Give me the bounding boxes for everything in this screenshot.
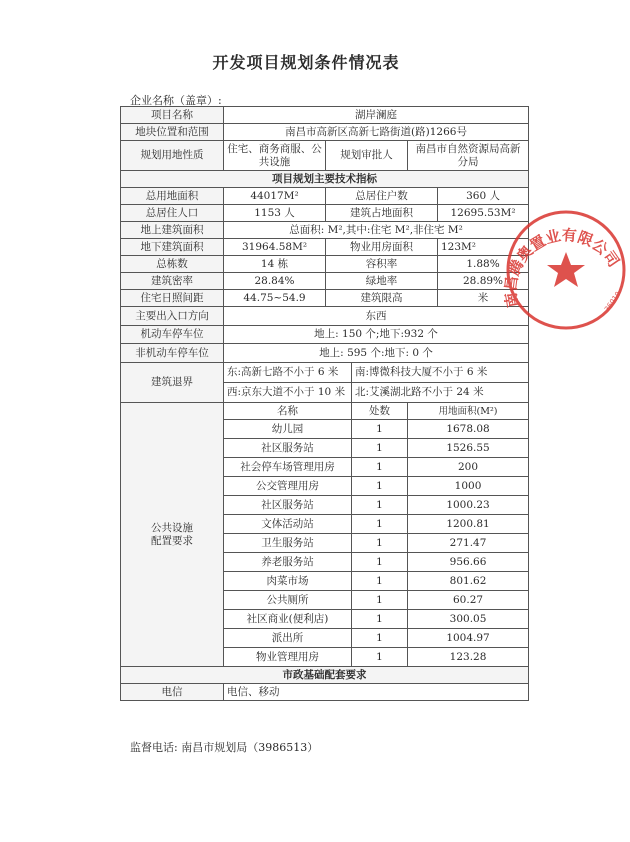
footprint-value: 12695.53M² bbox=[438, 205, 529, 222]
company-name-label: 企业名称（盖章）: bbox=[130, 94, 222, 107]
land-use-value: 住宅、商务商服、公共设施 bbox=[224, 141, 326, 171]
supervision-phone: 监督电话: 南昌市规划局（3986513） bbox=[130, 741, 319, 754]
tech-indicators-header: 项目规划主要技术指标 bbox=[121, 171, 529, 188]
facility-land-area: 300.05 bbox=[408, 610, 529, 629]
setback-south: 南:博微科技大厦不小于 6 米 bbox=[352, 363, 529, 383]
facility-land-area: 1678.08 bbox=[408, 420, 529, 439]
location-value: 南昌市高新区高新七路街道(路)1266号 bbox=[224, 124, 529, 141]
approver-label: 规划审批人 bbox=[326, 141, 408, 171]
facility-count: 1 bbox=[352, 534, 408, 553]
facility-land-area: 1004.97 bbox=[408, 629, 529, 648]
above-ground-label: 地上建筑面积 bbox=[121, 222, 224, 239]
facility-count: 1 bbox=[352, 553, 408, 572]
project-name-label: 项目名称 bbox=[121, 107, 224, 124]
population-label: 总居住人口 bbox=[121, 205, 224, 222]
project-name-value: 湖岸澜庭 bbox=[224, 107, 529, 124]
total-land-label: 总用地面积 bbox=[121, 188, 224, 205]
facility-count: 1 bbox=[352, 439, 408, 458]
row-location bbox=[121, 124, 529, 141]
height-limit-value: 米 bbox=[438, 290, 529, 307]
row-tech-header bbox=[121, 171, 529, 188]
row-facilities-header bbox=[121, 403, 529, 420]
row-density-green bbox=[121, 273, 529, 290]
document-title: 开发项目规划条件情况表 bbox=[212, 53, 400, 72]
row-below-property bbox=[121, 239, 529, 256]
row-entrance bbox=[121, 307, 529, 326]
sunlight-label: 住宅日照间距 bbox=[121, 290, 224, 307]
nonmotor-parking-label: 非机动车停车位 bbox=[121, 344, 224, 363]
facility-name: 派出所 bbox=[224, 629, 352, 648]
row-nonmotor-parking bbox=[121, 344, 529, 363]
density-label: 建筑密率 bbox=[121, 273, 224, 290]
municipal-header: 市政基础配套要求 bbox=[121, 667, 529, 684]
approver-value: 南昌市自然资源局高新分局 bbox=[408, 141, 529, 171]
setback-label: 建筑退界 bbox=[121, 363, 224, 403]
facility-count: 1 bbox=[352, 496, 408, 515]
facilities-col-land-area: 用地面积(M²) bbox=[408, 403, 529, 420]
nonmotor-parking-value: 地上: 595 个:地下: 0 个 bbox=[224, 344, 529, 363]
facility-land-area: 801.62 bbox=[408, 572, 529, 591]
facility-count: 1 bbox=[352, 591, 408, 610]
facility-name: 养老服务站 bbox=[224, 553, 352, 572]
households-label: 总居住户数 bbox=[326, 188, 438, 205]
facility-name: 卫生服务站 bbox=[224, 534, 352, 553]
row-population-footprint bbox=[121, 205, 529, 222]
facility-land-area: 1526.55 bbox=[408, 439, 529, 458]
facility-land-area: 956.66 bbox=[408, 553, 529, 572]
row-motor-parking bbox=[121, 326, 529, 344]
households-value: 360 人 bbox=[438, 188, 529, 205]
row-land-households bbox=[121, 188, 529, 205]
facility-name: 社会停车场管理用房 bbox=[224, 458, 352, 477]
facility-name: 社区服务站 bbox=[224, 496, 352, 515]
facility-name: 公共厕所 bbox=[224, 591, 352, 610]
facility-land-area: 200 bbox=[408, 458, 529, 477]
height-limit-label: 建筑限高 bbox=[326, 290, 438, 307]
seal-star-icon bbox=[547, 252, 585, 287]
above-ground-value: 总面积: M²,其中:住宅 M²,非住宅 M² bbox=[224, 222, 529, 239]
facility-land-area: 1200.81 bbox=[408, 515, 529, 534]
setback-west: 西:京东大道不小于 10 米 bbox=[224, 383, 352, 403]
facility-count: 1 bbox=[352, 610, 408, 629]
motor-parking-label: 机动车停车位 bbox=[121, 326, 224, 344]
company-seal-stamp bbox=[500, 200, 630, 340]
facility-name: 文体活动站 bbox=[224, 515, 352, 534]
seal-code: 36010 bbox=[603, 290, 623, 314]
below-ground-value: 31964.58M² bbox=[224, 239, 326, 256]
row-sunlight-height bbox=[121, 290, 529, 307]
facilities-col-name: 名称 bbox=[224, 403, 352, 420]
row-setback-1 bbox=[121, 363, 529, 383]
buildings-value: 14 栋 bbox=[224, 256, 326, 273]
row-above-ground bbox=[121, 222, 529, 239]
row-buildings-far bbox=[121, 256, 529, 273]
facility-name: 社区商业(便利店) bbox=[224, 610, 352, 629]
footprint-label: 建筑占地面积 bbox=[326, 205, 438, 222]
property-room-label: 物业用房面积 bbox=[326, 239, 438, 256]
planning-conditions-table bbox=[120, 106, 529, 701]
facility-count: 1 bbox=[352, 420, 408, 439]
facility-count: 1 bbox=[352, 515, 408, 534]
motor-parking-value: 地上: 150 个;地下:932 个 bbox=[224, 326, 529, 344]
facility-count: 1 bbox=[352, 648, 408, 667]
entrance-label: 主要出入口方向 bbox=[121, 307, 224, 326]
total-land-value: 44017M² bbox=[224, 188, 326, 205]
far-value: 1.88% bbox=[438, 256, 529, 273]
telecom-label: 电信 bbox=[121, 684, 224, 701]
population-value: 1153 人 bbox=[224, 205, 326, 222]
density-value: 28.84% bbox=[224, 273, 326, 290]
facility-name: 肉菜市场 bbox=[224, 572, 352, 591]
facility-land-area: 271.47 bbox=[408, 534, 529, 553]
facilities-label: 公共设施 配置要求 bbox=[121, 403, 224, 667]
facility-land-area: 1000 bbox=[408, 477, 529, 496]
facility-count: 1 bbox=[352, 477, 408, 496]
row-municipal-header bbox=[121, 667, 529, 684]
facility-count: 1 bbox=[352, 629, 408, 648]
facility-count: 1 bbox=[352, 572, 408, 591]
row-land-use bbox=[121, 141, 529, 171]
facility-count: 1 bbox=[352, 458, 408, 477]
far-label: 容积率 bbox=[326, 256, 438, 273]
property-room-value: 123M² bbox=[438, 239, 529, 256]
facility-name: 公交管理用房 bbox=[224, 477, 352, 496]
facility-land-area: 60.27 bbox=[408, 591, 529, 610]
facilities-col-count: 处数 bbox=[352, 403, 408, 420]
row-telecom bbox=[121, 684, 529, 701]
location-label: 地块位置和范围 bbox=[121, 124, 224, 141]
facility-land-area: 1000.23 bbox=[408, 496, 529, 515]
green-label: 绿地率 bbox=[326, 273, 438, 290]
seal-text: 南昌腾奥置业有限公司 bbox=[501, 226, 623, 309]
facility-name: 幼儿园 bbox=[224, 420, 352, 439]
land-use-label: 规划用地性质 bbox=[121, 141, 224, 171]
facility-land-area: 123.28 bbox=[408, 648, 529, 667]
telecom-value: 电信、移动 bbox=[224, 684, 529, 701]
row-project-name bbox=[121, 107, 529, 124]
green-value: 28.89% bbox=[438, 273, 529, 290]
facility-name: 物业管理用房 bbox=[224, 648, 352, 667]
below-ground-label: 地下建筑面积 bbox=[121, 239, 224, 256]
entrance-value: 东西 bbox=[224, 307, 529, 326]
setback-east: 东:高新七路不小于 6 米 bbox=[224, 363, 352, 383]
facility-name: 社区服务站 bbox=[224, 439, 352, 458]
setback-north: 北:艾溪湖北路不小于 24 米 bbox=[352, 383, 529, 403]
sunlight-value: 44.75~54.9 bbox=[224, 290, 326, 307]
buildings-label: 总栋数 bbox=[121, 256, 224, 273]
